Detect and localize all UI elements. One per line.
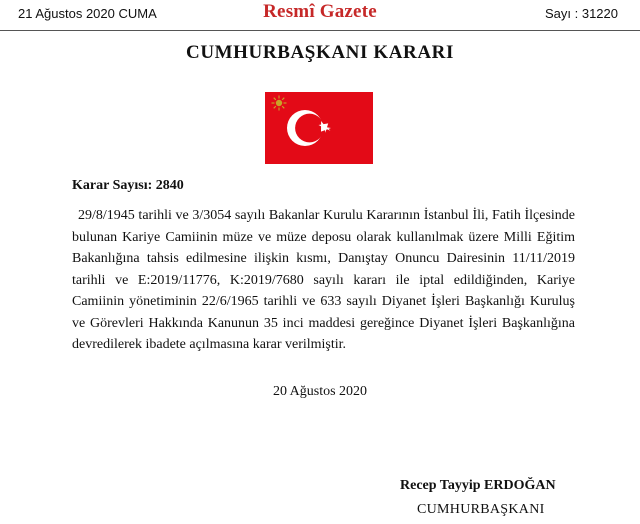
gazette-title: Resmî Gazete (263, 1, 377, 22)
signatory-name (400, 478, 556, 494)
decision-date: 20 Ağustos 2020 (272, 384, 368, 399)
signatory-title: CUMHURBAŞKANI (417, 502, 545, 517)
document-heading: CUMHURBAŞKANI KARARI (186, 42, 454, 63)
decision-number: Karar Sayısı: 2840 (72, 178, 184, 193)
signatory-surname: ERDOĞAN (484, 478, 556, 493)
signatory-first-names: Recep Tayyip (400, 478, 485, 493)
issue-date: 21 Ağustos 2020 CUMA (18, 6, 157, 21)
decision-body-text: 29/8/1945 tarihli ve 3/3054 sayılı Bakanlar Kurulu Kararının İstanbul İli, Fatih İlçesinde bulunan Kariye Camiinin müze ve müze deposu olarak kullanılmak üzere Milli Eğitim Bakanlığına tahsis edilmesine ilişkin kısmı, Danıştay Onuncu Dairesinin 11/11/2019 tarihli ve E:2019/11776, K:2019/7680 sayılı kararı ile iptal edildiğinden, Kariye Camiinin yönetiminin 22/6/1965 tarihli ve 633 sayılı Diyanet İşleri Başkanlığı Kuruluş ve Görevleri Hakkında Kanunun 35 inci maddesi gereğince Diyanet İşleri Başkanlığına devredilerek ibadete açılmasına karar verilmiştir. (72, 208, 575, 352)
decision-body (72, 205, 575, 356)
header-divider (0, 30, 640, 31)
issue-number: Sayı : 31220 (545, 6, 618, 21)
turkish-flag-icon (265, 92, 373, 164)
presidential-emblem-icon (272, 96, 287, 111)
